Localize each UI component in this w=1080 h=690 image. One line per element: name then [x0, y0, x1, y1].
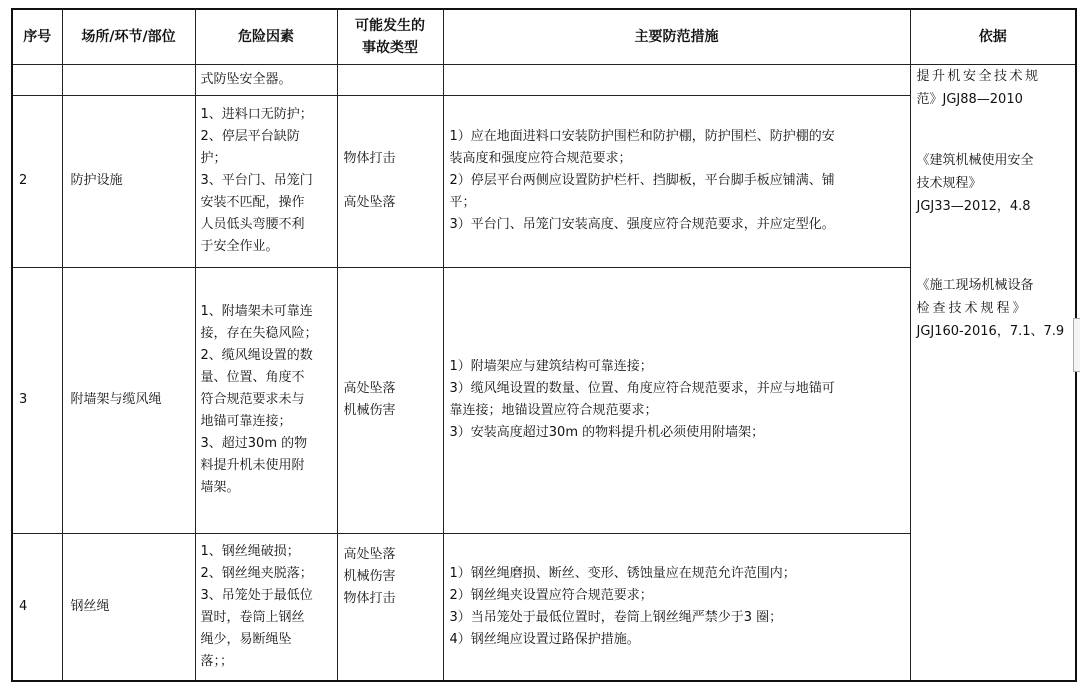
row3-hazard-line3: 3、吊笼处于最低位	[200, 587, 313, 603]
row3-hazard-line2: 2、钢丝绳夹脱落；	[200, 565, 313, 581]
header-seq: 序号	[12, 9, 62, 64]
row0-types	[337, 64, 443, 95]
row2-types	[337, 267, 443, 533]
basis-ref1-line1: 提升机安全技术规	[916, 68, 1041, 84]
row2-hazard-line8: 料提升机未使用附	[200, 458, 305, 473]
row3-measure-line1: 1）钢丝绳磨损、断丝、变形、锈蚀量应在规范允许范围内；	[449, 565, 796, 581]
basis-cell	[910, 64, 1076, 681]
row1-measure-line4: 平；	[449, 195, 476, 210]
header-row	[12, 9, 1076, 64]
row1-hazard-line2: 2、停层平台缺防	[200, 129, 300, 144]
row3-type1: 高处坠落	[343, 546, 396, 562]
row3-type2: 机械伤害	[343, 568, 396, 584]
row1-types	[337, 95, 443, 267]
row1-measure-line5: 3）平台门、吊笼门安装高度、强度应符合规范要求，并应定型化。	[449, 217, 835, 232]
row0-seq	[12, 64, 62, 95]
row1-hazard-line7: 于安全作业。	[200, 239, 279, 254]
row2-hazard-line7: 3、超过30m 的物	[200, 436, 308, 451]
row1-measure-line2: 装高度和强度应符合规范要求；	[449, 151, 632, 166]
row2-measure-line4: 3）安装高度超过30m 的物料提升机必须使用附墙架；	[449, 425, 765, 440]
header-accident-type	[337, 9, 443, 64]
row1-hazard-line5: 安装不匹配，操作	[200, 195, 305, 210]
header-hazard: 危险因素	[195, 9, 337, 64]
row2-place: 附墙架与缆风绳	[62, 267, 195, 533]
row2-type2: 机械伤害	[343, 403, 396, 418]
side-scroll-tab[interactable]	[1073, 318, 1080, 372]
row3-hazard-line1: 1、钢丝绳破损；	[200, 543, 300, 559]
row2-hazard-line1: 1、附墙架未可靠连	[200, 304, 313, 319]
row3-measure-line2: 2）钢丝绳夹设置应符合规范要求；	[449, 587, 653, 603]
row1-measures	[443, 95, 910, 267]
header-basis: 依据	[910, 9, 1076, 64]
row0-hazard	[195, 64, 337, 95]
basis-ref3-line1: 《施工现场机械设备	[916, 277, 1034, 293]
basis-ref2-line1: 《建筑机械使用安全	[916, 152, 1034, 168]
row2-hazard-line3: 2、缆风绳设置的数	[200, 348, 313, 363]
header-measures: 主要防范措施	[443, 9, 910, 64]
row3-hazard	[195, 533, 337, 681]
row1-type2: 高处坠落	[343, 195, 396, 210]
row0-place	[62, 64, 195, 95]
row1-place: 防护设施	[62, 95, 195, 267]
row2-hazard-line9: 墙架。	[200, 480, 240, 495]
row2-type1: 高处坠落	[343, 381, 396, 396]
row2-hazard-line4: 量、位置、角度不	[200, 370, 305, 385]
row1-hazard-line6: 人员低头弯腰不利	[200, 217, 305, 232]
basis-ref2	[917, 149, 1070, 218]
row3-hazard-line5: 绳少，易断绳坠	[200, 631, 292, 647]
row2-hazard-line6: 地锚可靠连接；	[200, 414, 292, 429]
basis-ref2-line3: JGJ33—2012，4.8	[916, 198, 1031, 214]
row1-hazard-line1: 1、进料口无防护；	[200, 107, 313, 122]
table-row-continuation	[12, 64, 1076, 95]
basis-ref1-line2: 范》JGJ88—2010	[916, 91, 1023, 107]
row2-measures	[443, 267, 910, 533]
row3-measure-line3: 3）当吊笼处于最低位置时，卷筒上钢丝绳严禁少于3 圈；	[449, 609, 783, 625]
row3-hazard-line4: 置时，卷筒上钢丝	[200, 609, 305, 625]
row2-measure-line2: 3）缆风绳设置的数量、位置、角度应符合规范要求，并应与地锚可	[449, 381, 835, 396]
basis-ref3	[917, 274, 1070, 343]
row2-hazard-line2: 接，存在失稳风险；	[200, 326, 318, 341]
row2-hazard-line5: 符合规范要求未与	[200, 392, 305, 407]
row3-place: 钢丝绳	[62, 533, 195, 681]
hazard-table	[11, 8, 1077, 682]
header-place: 场所/环节/部位	[62, 9, 195, 64]
row2-seq: 3	[12, 267, 62, 533]
row0-measures	[443, 64, 910, 95]
header-type-line1: 可能发生的	[355, 17, 425, 34]
row1-hazard	[195, 95, 337, 267]
row1-type1: 物体打击	[343, 151, 396, 166]
row1-hazard-line4: 3、平台门、吊笼门	[200, 173, 313, 188]
row3-measures	[443, 533, 910, 681]
row1-measure-line3: 2）停层平台两侧应设置防护栏杆、挡脚板，平台脚手板应铺满、铺	[449, 173, 835, 188]
basis-ref3-line3: JGJ160-2016，7.1、7.9	[916, 323, 1065, 339]
basis-ref1	[917, 65, 1070, 111]
header-type-line2: 事故类型	[362, 39, 418, 56]
row1-seq: 2	[12, 95, 62, 267]
row3-measure-line4: 4）钢丝绳应设置过路保护措施。	[449, 631, 640, 647]
row2-hazard	[195, 267, 337, 533]
row2-measure-line3: 靠连接；地锚设置应符合规范要求；	[449, 403, 658, 418]
basis-ref2-line2: 技术规程》	[916, 175, 982, 191]
row3-seq: 4	[12, 533, 62, 681]
row3-hazard-line6: 落；；	[200, 653, 234, 669]
row3-types	[337, 533, 443, 681]
basis-ref3-line2: 检查技术规程》	[916, 300, 1029, 316]
row3-type3: 物体打击	[343, 590, 396, 606]
row1-hazard-line3: 护；	[200, 151, 227, 166]
row0-hazard-line: 式防坠安全器。	[200, 71, 292, 87]
row1-measure-line1: 1）应在地面进料口安装防护围栏和防护棚，防护围栏、防护棚的安	[449, 129, 835, 144]
row2-measure-line1: 1）附墙架应与建筑结构可靠连接；	[449, 359, 653, 374]
